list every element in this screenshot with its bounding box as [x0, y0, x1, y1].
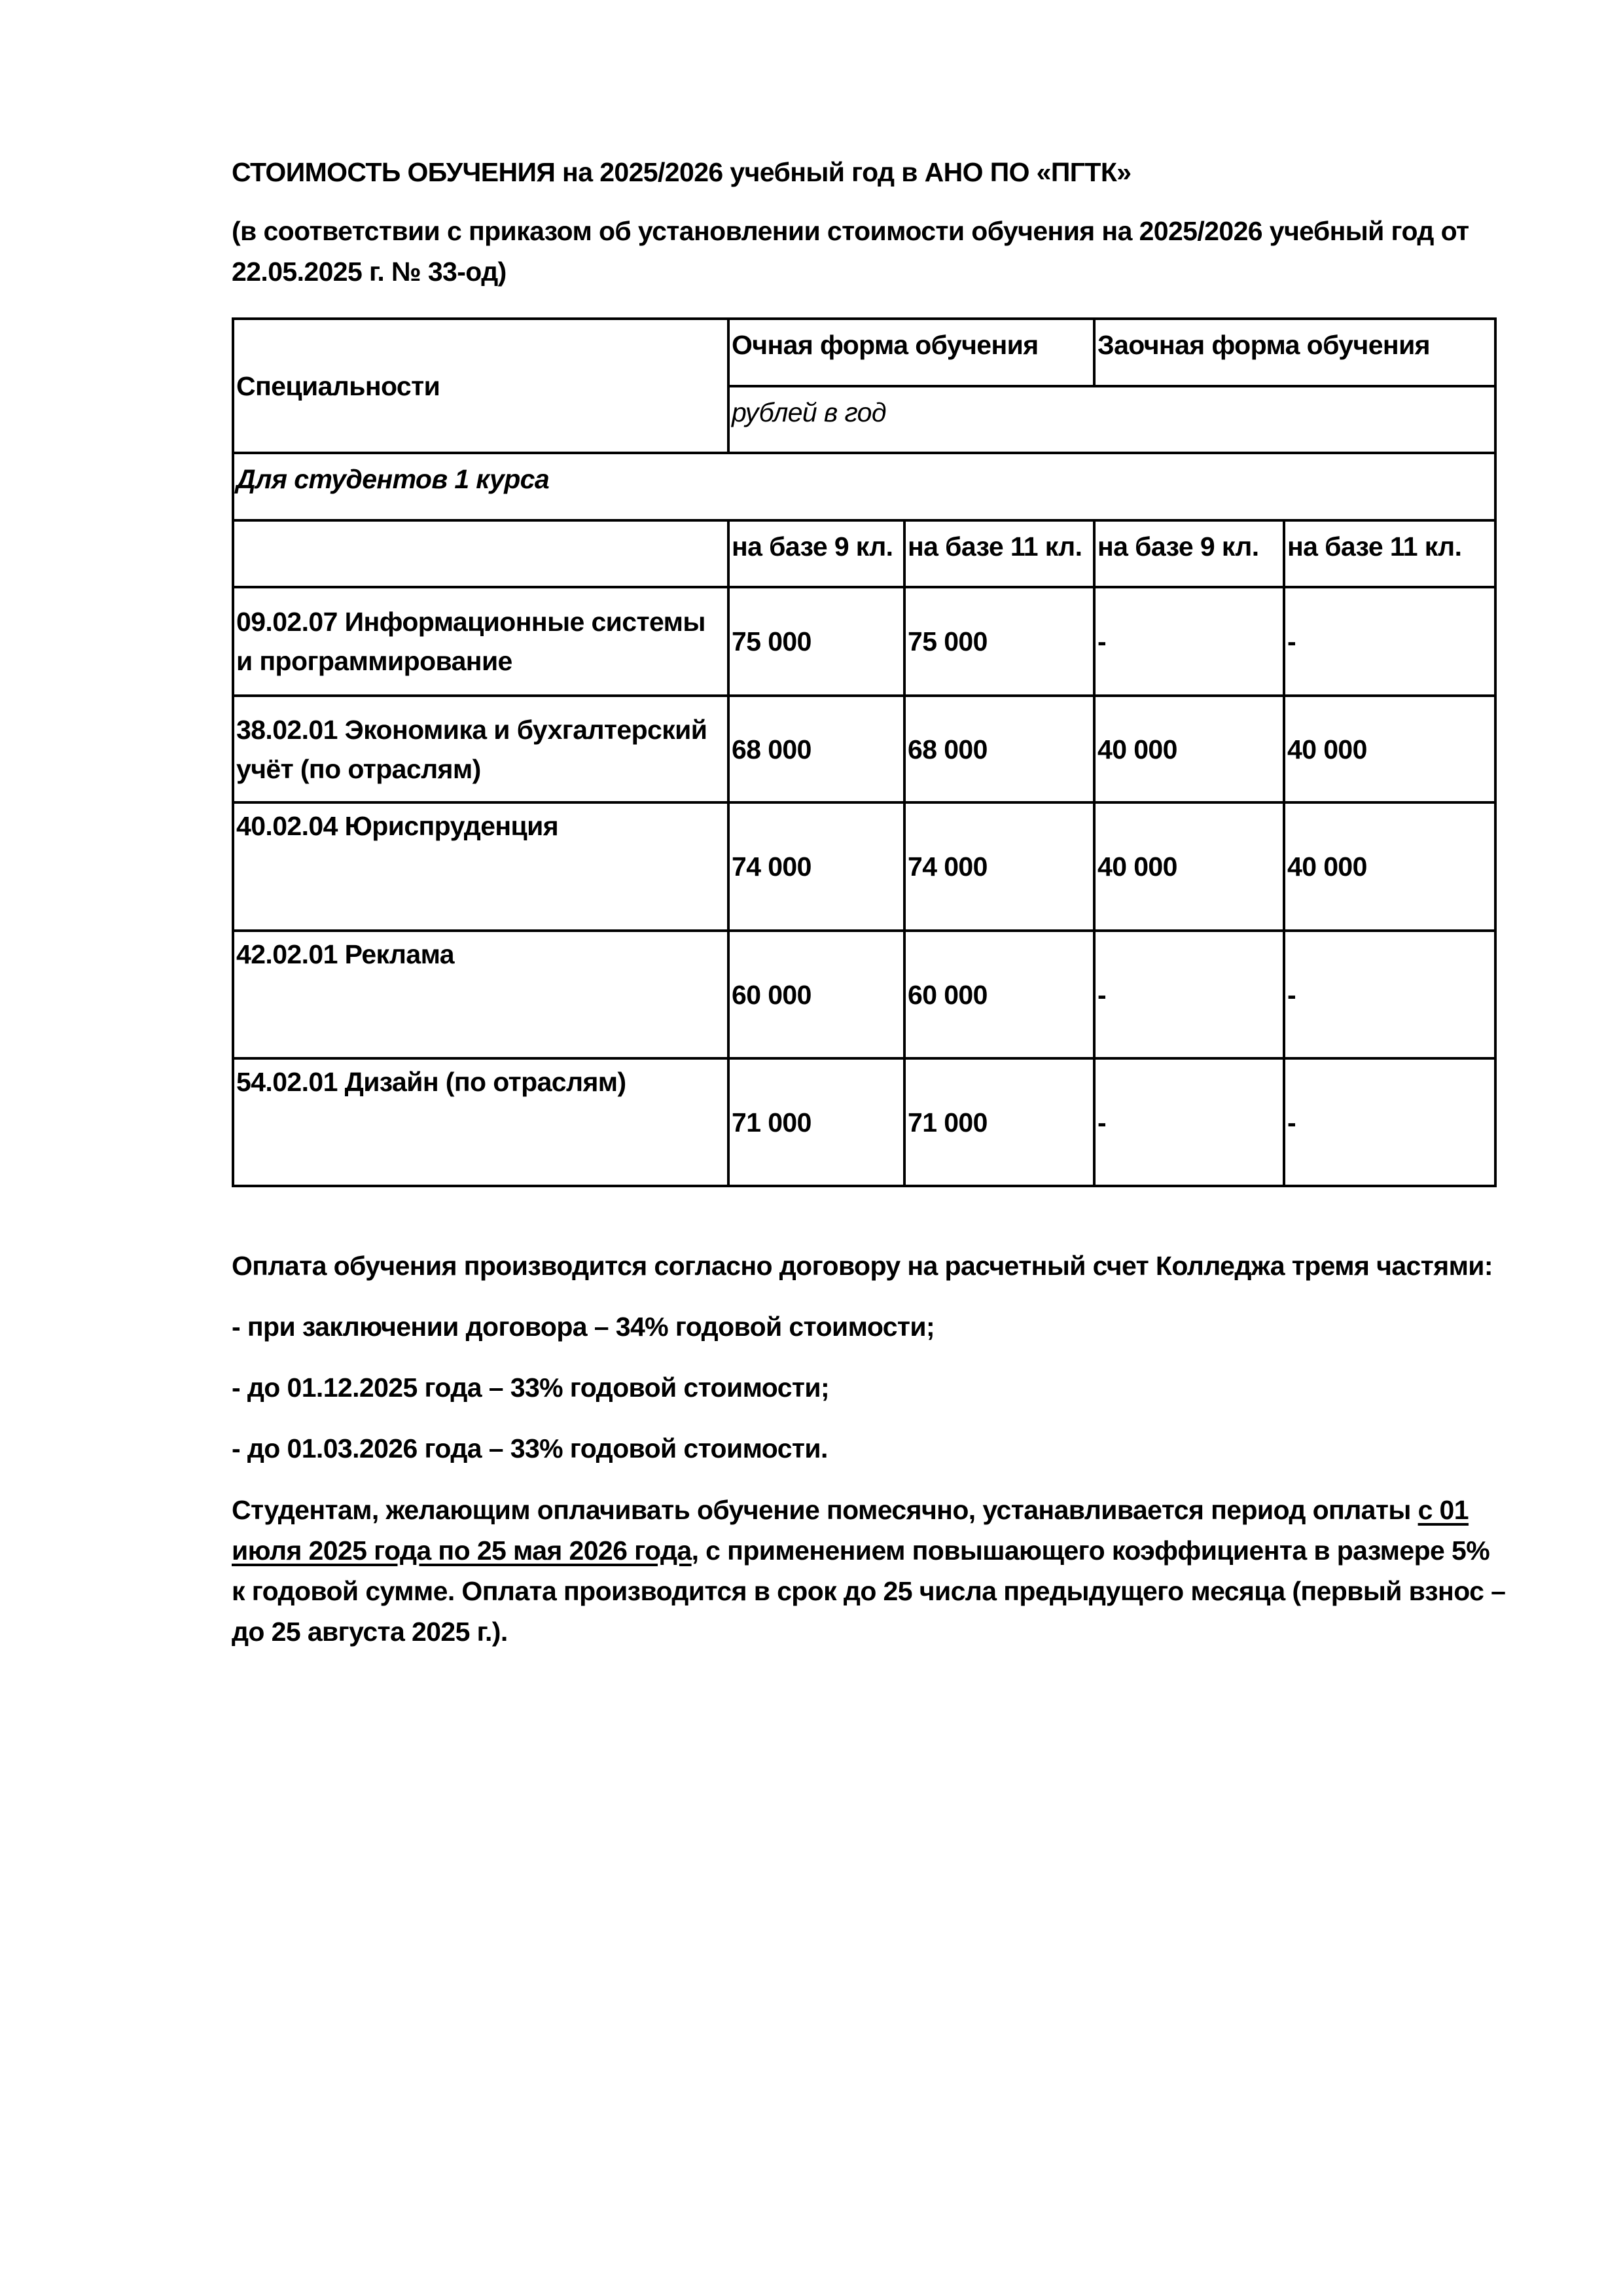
subheader-part-time-11: на базе 11 кл. [1284, 520, 1495, 587]
payment-intro: Оплата обучения производится согласно договору на расчетный счет Колледжа тремя частями: [232, 1251, 1493, 1281]
specialty-cell [233, 931, 728, 1058]
table-subheader-row [233, 520, 1495, 587]
table-row [233, 587, 1495, 696]
subheader-part-time-9: на базе 9 кл. [1094, 520, 1284, 587]
payment-period-underlined: июля 2025 года по 25 мая 2026 года [232, 1535, 692, 1566]
price-full-time-11: 60 000 [904, 931, 1094, 1058]
paragraph-line: к годовой сумме. Оплата производится в срок до 25 числа предыдущего месяца (первый взнос – [232, 1576, 1506, 1606]
installment-item: - при заключении договора – 34% годовой стоимости; [232, 1312, 935, 1342]
header-full-time: Очная форма обучения [728, 319, 1094, 386]
monthly-payment-paragraph [232, 1490, 1506, 1652]
subtitle-line: 22.05.2025 г. № 33-од) [232, 257, 507, 287]
specialty-line: и программирование [236, 646, 512, 676]
price-part-time-11: - [1284, 931, 1495, 1058]
price-full-time-11: 68 000 [904, 696, 1094, 802]
price-part-time-11: - [1284, 587, 1495, 696]
course-label: Для студентов 1 курса [233, 453, 1495, 520]
specialty-cell [233, 696, 728, 802]
table-row [233, 931, 1495, 1058]
subheader-full-time-11: на базе 11 кл. [904, 520, 1094, 587]
installment-item: - до 01.03.2026 года – 33% годовой стоимости. [232, 1433, 828, 1463]
table-row [233, 1058, 1495, 1186]
specialty-cell [233, 802, 728, 931]
table-row [233, 802, 1495, 931]
price-part-time-9: - [1094, 931, 1284, 1058]
subheader-empty [233, 520, 728, 587]
price-part-time-9: - [1094, 1058, 1284, 1186]
price-part-time-9: 40 000 [1094, 696, 1284, 802]
table-row [233, 696, 1495, 802]
paragraph-line: июля 2025 года по 25 мая 2026 года, с применением повышающего коэффициента в размере 5% [232, 1535, 1490, 1566]
header-specialties: Специальности [233, 319, 728, 453]
price-part-time-9: - [1094, 587, 1284, 696]
specialty-cell [233, 1058, 728, 1186]
table-course-row [233, 453, 1495, 520]
price-full-time-9: 60 000 [728, 931, 904, 1058]
price-full-time-11: 74 000 [904, 802, 1094, 931]
paragraph-line: до 25 августа 2025 г.). [232, 1617, 508, 1647]
specialty-line: 42.02.01 Реклама [236, 939, 454, 969]
price-part-time-11: 40 000 [1284, 696, 1495, 802]
price-full-time-9: 71 000 [728, 1058, 904, 1186]
specialty-line: 09.02.07 Информационные системы [236, 607, 705, 637]
subheader-full-time-9: на базе 9 кл. [728, 520, 904, 587]
price-full-time-9: 74 000 [728, 802, 904, 931]
price-full-time-9: 75 000 [728, 587, 904, 696]
price-full-time-11: 71 000 [904, 1058, 1094, 1186]
price-part-time-9: 40 000 [1094, 802, 1284, 931]
price-part-time-11: - [1284, 1058, 1495, 1186]
subtitle-line: (в соответствии с приказом об установлении стоимости обучения на 2025/2026 учебный год от [232, 216, 1469, 246]
specialty-line: 40.02.04 Юриспруденция [236, 811, 559, 841]
price-full-time-9: 68 000 [728, 696, 904, 802]
installment-item: - до 01.12.2025 года – 33% годовой стоимости; [232, 1372, 830, 1403]
specialty-cell [233, 587, 728, 696]
paragraph-line: Студентам, желающим оплачивать обучение помесячно, устанавливается период оплаты с 01 [232, 1495, 1469, 1525]
tuition-price-table [232, 317, 1497, 1187]
document-title: СТОИМОСТЬ ОБУЧЕНИЯ на 2025/2026 учебный год в АНО ПО «ПГТК» [232, 157, 1132, 187]
price-full-time-11: 75 000 [904, 587, 1094, 696]
table-header-row [233, 319, 1495, 386]
price-part-time-11: 40 000 [1284, 802, 1495, 931]
specialty-line: 38.02.01 Экономика и бухгалтерский [236, 714, 707, 745]
specialty-line: 54.02.01 Дизайн (по отраслям) [236, 1067, 626, 1097]
payment-period-underlined: с 01 [1418, 1495, 1469, 1525]
document-subtitle [232, 211, 1469, 292]
header-part-time: Заочная форма обучения [1094, 319, 1495, 386]
specialty-line: учёт (по отраслям) [236, 753, 481, 784]
header-unit: рублей в год [728, 386, 1495, 453]
